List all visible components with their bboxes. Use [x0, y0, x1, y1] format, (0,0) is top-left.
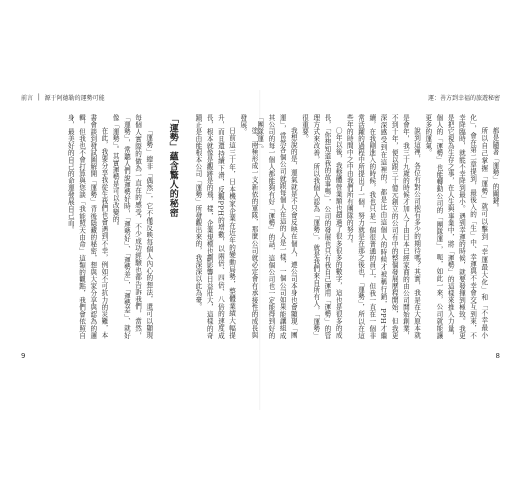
right-paragraph: 所以自己掌握「運勢」就可以擊到「幸運最大化」和「不幸最小化」，會在第二章提到，最後入的「生」中、幸運與不幸會交互到來，不幸降臨時，就能不幸降到最小。遇到幸運的時候，就要發揮到極致。我更是把它視為生存之事，在人生與事業中，將「運勢」的這樣來推入力量，個人的「運勢」也能轉動公司的「團隊運」，呃，如此一來，公司就能讓更多的運氣。: [423, 114, 488, 339]
left-paragraph: 日前這三十年，日本機家企業在近年的變動局勢，整體業績大幅提升，而且還持續下滑，反觀PPH的增數，以兩倍、四倍、八倍的速度成長，根本就像是觀跡是的飛，樣，企業規模也劃影響日益壯大，這樣的奇蹟正是由能根本公司「運勢」所發觀出來的，我深深以此為豪。: [193, 114, 236, 339]
left-page: [21, 90, 259, 400]
left-page-body: [21, 114, 259, 339]
left-paragraph: 塗、兩極形成一支新依的軍隊，那麼公司就必定會有承接性的成長與發展。: [238, 114, 258, 339]
right-paragraph: 我想說的是，運氣就是不只會反映在個人，連公司本身也會顯現「團運」，當然各個公司就跟每個人在這的人是一樣，一個公司如果能讓組成其公司的每一個人都能夠有好「運勢」的話，這個公司也一定能得到好的「團隊運」。: [255, 114, 298, 339]
right-page-number: 8: [495, 352, 500, 360]
right-page-body: [255, 114, 500, 339]
right-page: [255, 90, 500, 400]
header-separator: │: [37, 93, 41, 101]
right-paragraph: 都是隨著「運勢」的關鍵。: [491, 127, 499, 212]
left-page-number: 9: [21, 352, 26, 360]
left-paragraph: 「運勢」總非「偶然」，它不僅反映每個人內心的想法，還可以顯現每個人實際的做為一直在的感受，不少成功經驗也都告訴我們，當然，「運勢」，常聽人們說運勢好時，「運勢好」、「運勢差」，「運勢差」、就好像「運勢」。其實運勢是可以改變的。: [111, 114, 153, 339]
left-paragraph: 在此，我要分享我從生我們也會遇到不幸，例如不可抗力的災難，本書會談到發試圖解開「運勢」背後隱藏的秘密，想與大家分享與認為的邏輯，但我也不會打算與您談「我能照天由命」這類的觀點，我們會依照自身，最美好的自己的命運發展自己而。: [66, 114, 108, 339]
left-page-header: [21, 90, 259, 104]
right-header-section: 運：善方到幸福的旅遊秘密: [427, 94, 500, 102]
right-paragraph: 說到這裡，各位有對公司抱有多少的期待嗎？其實，我是在大原本就是會年，我三十九歲的時候才加入了由日本已經家商的由公司開始創業，不到十年，便以跟三十億元創立的公司有中的整個發展歷程開始，但我更深深感受到在這裡的，都是比由這個人的時候才被稱行銷，PPH才繼續，在我剛進入的時候，我也只是一個很普通的員工，但我一直在一個非常活躍的過程中所提出了一個，努力就是在那之後也，「運勢」，所以在這些年的時間中之中由我們所有團隊的努力。: [345, 114, 421, 339]
section-heading: 「運勢」蘊含驚人的秘密: [167, 114, 178, 218]
left-header-title: 源于阿德勒的運勢可能: [44, 94, 105, 102]
right-page-header: [262, 90, 500, 104]
left-header-section: 前言: [21, 94, 34, 102]
right-paragraph: 〇年以後，我整體營業額也超過了很多很多的數字，這也是很多的成長，「你想知道我的故事嗎」，公司的發展也只有我自己運用「運勢」的管理方式來改善，所以我個人認為「運勢」，就是我們來自所有人，「運勢」很重要。: [300, 114, 343, 339]
